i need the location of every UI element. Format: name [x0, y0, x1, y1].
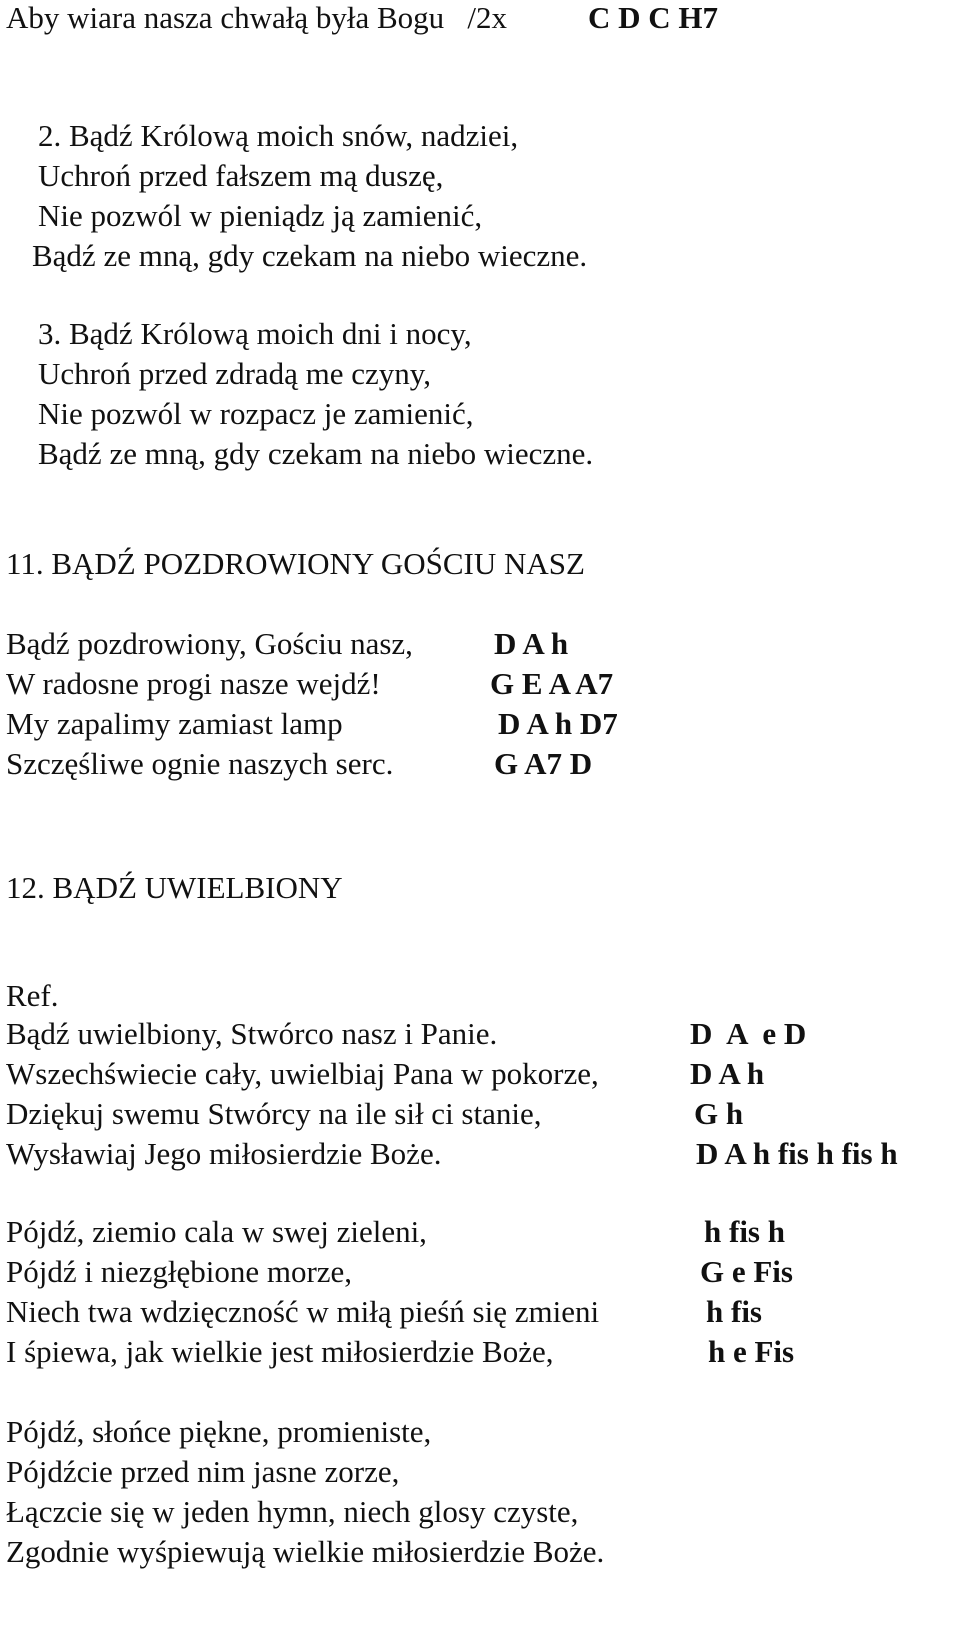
song12-v1-chords-3: h fis: [706, 1294, 762, 1329]
song12-v1-chords-1: h fis h: [704, 1214, 785, 1249]
song11-line-2: W radosne progi nasze wejdź!: [6, 666, 381, 701]
song12-v1-line-1: Pójdź, ziemio cala w swej zieleni,: [6, 1214, 427, 1249]
song11-line-4: Szczęśliwe ognie naszych serc.: [6, 746, 394, 781]
verse3-line-3: Nie pozwól w rozpacz je zamienić,: [38, 396, 474, 431]
song12-title: 12. BĄDŹ UWIELBIONY: [6, 870, 343, 905]
song11-line-1: Bądź pozdrowiony, Gościu nasz,: [6, 626, 413, 661]
verse3-line-1: 3. Bądź Królową moich dni i nocy,: [38, 316, 472, 351]
top-chords: C D C H7: [588, 0, 719, 35]
song12-v2-line-2: Pójdźcie przed nim jasne zorze,: [6, 1454, 400, 1489]
verse3-line-4: Bądź ze mną, gdy czekam na niebo wieczne.: [38, 436, 594, 471]
song12-v1-line-4: I śpiewa, jak wielkie jest miłosierdzie Boże,: [6, 1334, 554, 1369]
song12-v1-chords-4: h e Fis: [708, 1334, 795, 1369]
song11-line-3: My zapalimy zamiast lamp: [6, 706, 343, 741]
top-lyric-line: Aby wiara nasza chwałą była Bogu /2x: [6, 0, 508, 35]
song12-ref-label: Ref.: [6, 978, 59, 1013]
song12-ref-line-2: Wszechświecie cały, uwielbiaj Pana w pokorze,: [6, 1056, 599, 1091]
song11-chords-4: G A7 D: [494, 746, 593, 781]
verse3-line-2: Uchroń przed zdradą me czyny,: [38, 356, 432, 391]
song12-ref-chords-1: D A e D: [690, 1016, 807, 1051]
song12-v2-line-3: Łączcie się w jeden hymn, niech glosy czyste,: [6, 1494, 579, 1529]
song12-ref-chords-2: D A h: [690, 1056, 765, 1091]
verse2-line-3: Nie pozwól w pieniądz ją zamienić,: [38, 198, 483, 233]
song11-chords-1: D A h: [494, 626, 569, 661]
song12-v1-line-2: Pójdź i niezgłębione morze,: [6, 1254, 353, 1289]
song12-ref-line-3: Dziękuj swemu Stwórcy na ile sił ci stanie,: [6, 1096, 542, 1131]
song11-chords-2: G E A A7: [490, 666, 614, 701]
song12-ref-chords-4: D A h fis h fis h: [696, 1136, 898, 1171]
verse2-line-2: Uchroń przed fałszem mą duszę,: [38, 158, 444, 193]
song12-ref-chords-3: G h: [694, 1096, 744, 1131]
song12-ref-line-4: Wysławiaj Jego miłosierdzie Boże.: [6, 1136, 442, 1171]
song12-ref-line-1: Bądź uwielbiony, Stwórco nasz i Panie.: [6, 1016, 498, 1051]
verse2-line-4: Bądź ze mną, gdy czekam na niebo wieczne.: [32, 238, 588, 273]
verse2-line-1: 2. Bądź Królową moich snów, nadziei,: [38, 118, 519, 153]
song12-v2-line-4: Zgodnie wyśpiewują wielkie miłosierdzie Boże.: [6, 1534, 605, 1569]
song12-v1-line-3: Niech twa wdzięczność w miłą pieśń się zmieni: [6, 1294, 600, 1329]
song12-v2-line-1: Pójdź, słońce piękne, promieniste,: [6, 1414, 432, 1449]
song11-chords-3: D A h D7: [498, 706, 618, 741]
song11-title: 11. BĄDŹ POZDROWIONY GOŚCIU NASZ: [6, 546, 585, 581]
song12-v1-chords-2: G e Fis: [700, 1254, 793, 1289]
